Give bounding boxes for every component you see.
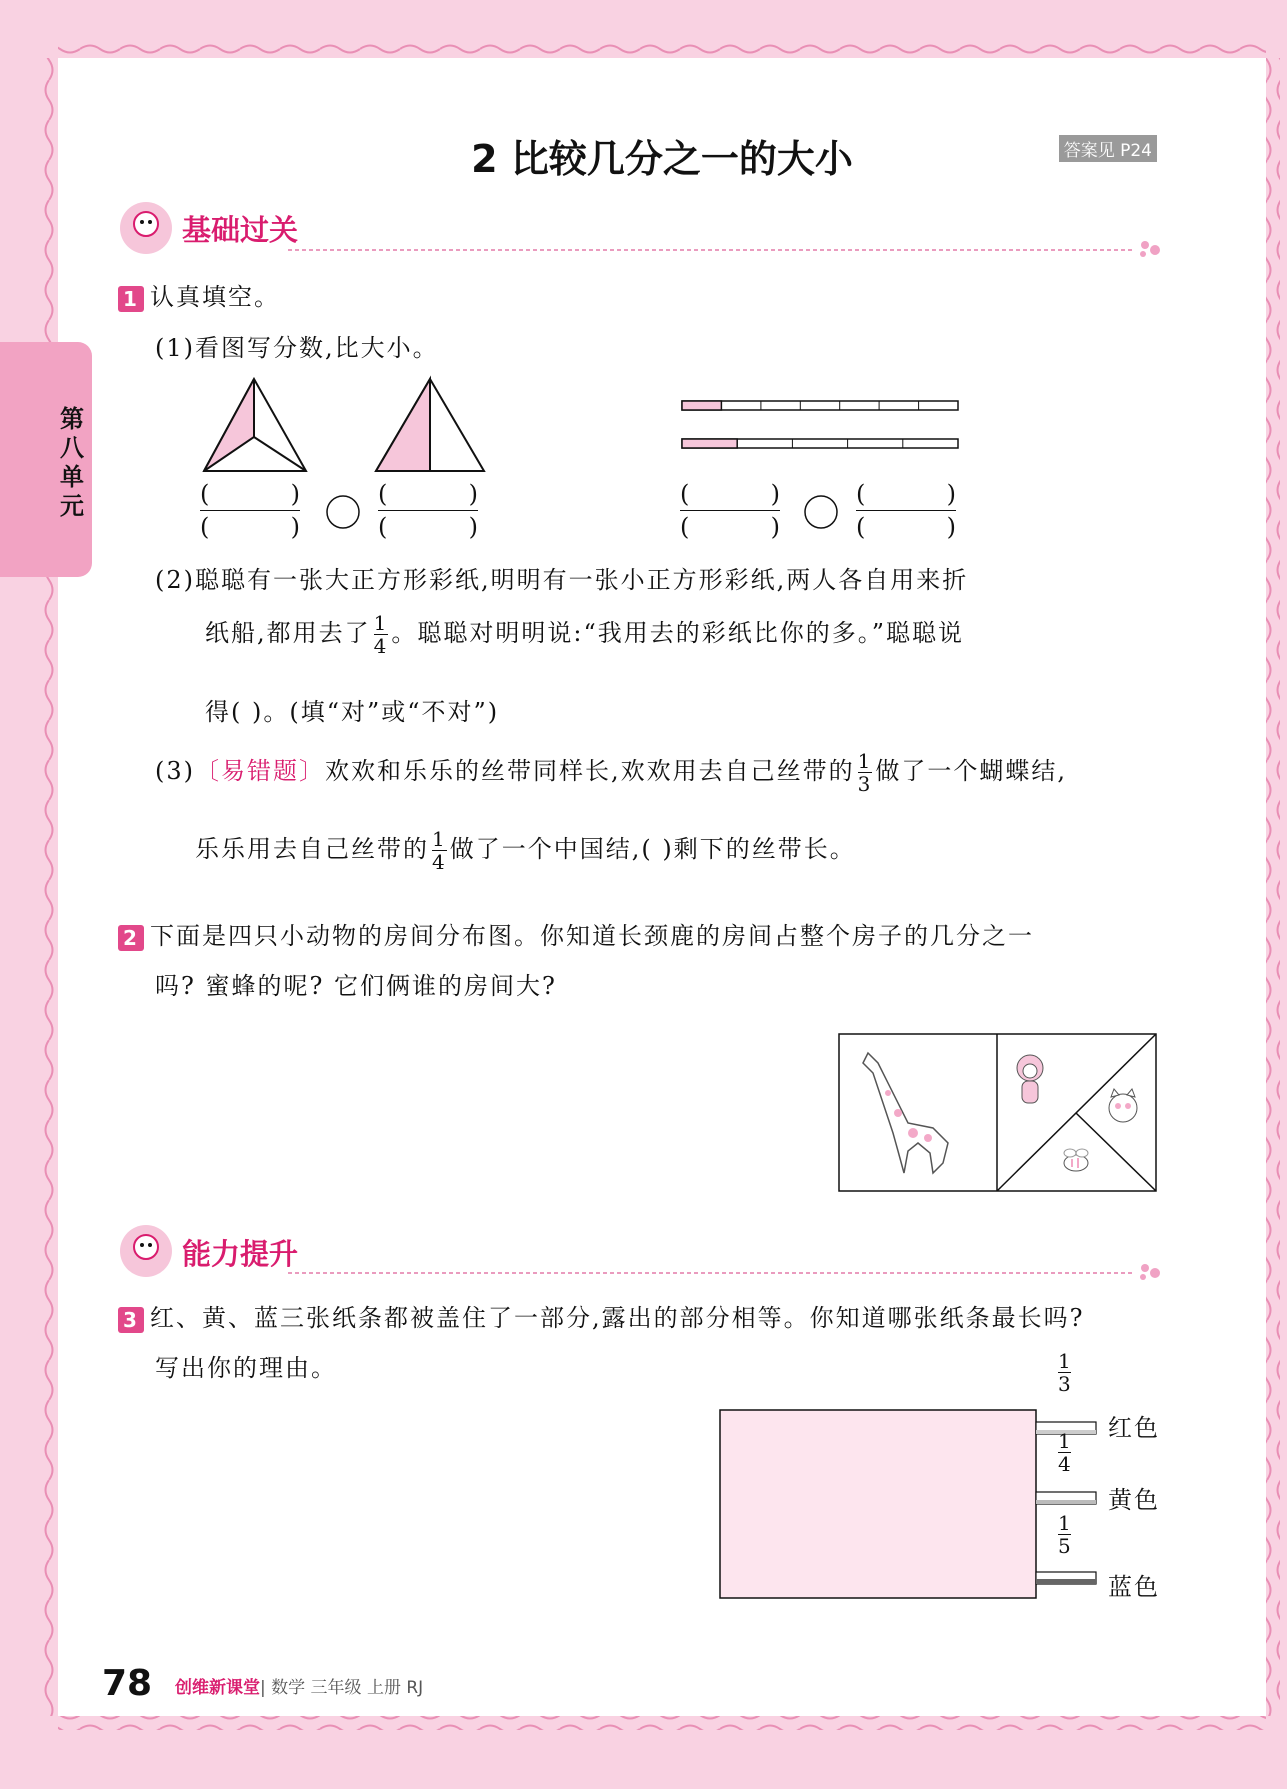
q1-part2-line2	[205, 612, 964, 657]
q1-part2-line2b: 。聪聪对明明说:“我用去的彩纸比你的多。”聪聪说	[391, 619, 964, 647]
strip-label-yellow: 黄色	[1108, 1486, 1160, 1514]
fraction-one-quarter: $\frac{1}{4}$	[373, 611, 389, 658]
q2-line1: 2 下面是四只小动物的房间分布图。你知道长颈鹿的房间占整个房子的几分之一	[118, 916, 1034, 951]
fraction-blank[interactable]: ( ) ( )	[856, 480, 956, 541]
covered-strips-figure	[718, 1408, 1100, 1600]
q2-line2: 吗? 蜜蜂的呢? 它们俩谁的房间大?	[155, 972, 557, 1000]
fraction-one-quarter: $\frac{1}{4}$	[432, 827, 447, 874]
fraction-blank[interactable]: ( ) ( )	[680, 480, 780, 541]
strip-sevenths	[682, 401, 958, 410]
strip-fraction-yellow: $\frac{1}{4}$	[1058, 1429, 1071, 1476]
strip-fifths	[682, 439, 958, 448]
q1-heading	[118, 277, 280, 312]
compare-circle[interactable]	[803, 494, 839, 530]
footer-info	[175, 1673, 423, 1698]
q2-number: 2	[118, 925, 144, 951]
page-title: 2 比较几分之一的大小	[471, 137, 853, 181]
strip-fraction-blue: $\frac{1}{5}$	[1058, 1511, 1071, 1558]
triangle-figures	[198, 375, 488, 475]
q3-line1: 3 红、黄、蓝三张纸条都被盖住了一部分,露出的部分相等。你知道哪张纸条最长吗?	[118, 1298, 1085, 1333]
yellow-strip	[1036, 1492, 1096, 1504]
q1-number: 1	[118, 286, 144, 312]
cover-sheet	[720, 1410, 1036, 1598]
q1-heading-text: 认真填空。	[150, 283, 280, 311]
page-number: 78	[102, 1663, 153, 1704]
strip-label-red: 红色	[1108, 1414, 1160, 1442]
strip-fraction-red: $\frac{1}{3}$	[1058, 1349, 1071, 1396]
fraction-blank[interactable]: ( ) ( )	[378, 480, 478, 541]
q1-part2-line3: 得( )。(填“对”或“不对”)	[205, 698, 500, 726]
compare-circle[interactable]	[325, 494, 361, 530]
unit-side-label: 第八单元	[60, 405, 84, 520]
q1-part3-line2: 乐乐用去自己丝带的 $\frac{1}{4}$ 做了一个中国结,( )剩下的丝带长。	[195, 827, 856, 874]
footer-subject: | 数学 三年级 上册 RJ	[260, 1678, 424, 1698]
fraction-blank[interactable]: ( ) ( )	[200, 480, 300, 541]
house-room-plan	[838, 1033, 1158, 1193]
q1-part2-line2a: 纸船,都用去了	[205, 619, 371, 647]
q3-number: 3	[118, 1307, 144, 1333]
q1-part3-line1: (3)〔易错题〕欢欢和乐乐的丝带同样长,欢欢用去自己丝带的 $\frac{1}{3}$ 做了一个蝴蝶结,	[155, 749, 1068, 796]
triangle-thirds	[204, 379, 306, 471]
answer-reference: 答案见 P24	[1059, 135, 1157, 162]
q1-part1-text: (1)看图写分数,比大小。	[155, 334, 439, 362]
section-title-advanced: 能力提升	[182, 1237, 299, 1271]
fraction-one-third: $\frac{1}{3}$	[857, 749, 873, 796]
triangle-halves	[376, 379, 484, 471]
q3-line2: 写出你的理由。	[155, 1354, 337, 1382]
bee-icon	[1064, 1149, 1088, 1171]
strip-figures	[680, 395, 962, 455]
footer-brand: 创维新课堂	[175, 1678, 260, 1698]
section-title-basic: 基础过关	[182, 213, 299, 247]
cat-icon	[1109, 1089, 1137, 1122]
q1-part2-line1: (2)聪聪有一张大正方形彩纸,明明有一张小正方形彩纸,两人各自用来折	[155, 566, 969, 594]
error-prone-tag: 〔易错题〕	[195, 757, 325, 785]
blue-strip	[1036, 1572, 1096, 1584]
strip-label-blue: 蓝色	[1108, 1573, 1160, 1601]
